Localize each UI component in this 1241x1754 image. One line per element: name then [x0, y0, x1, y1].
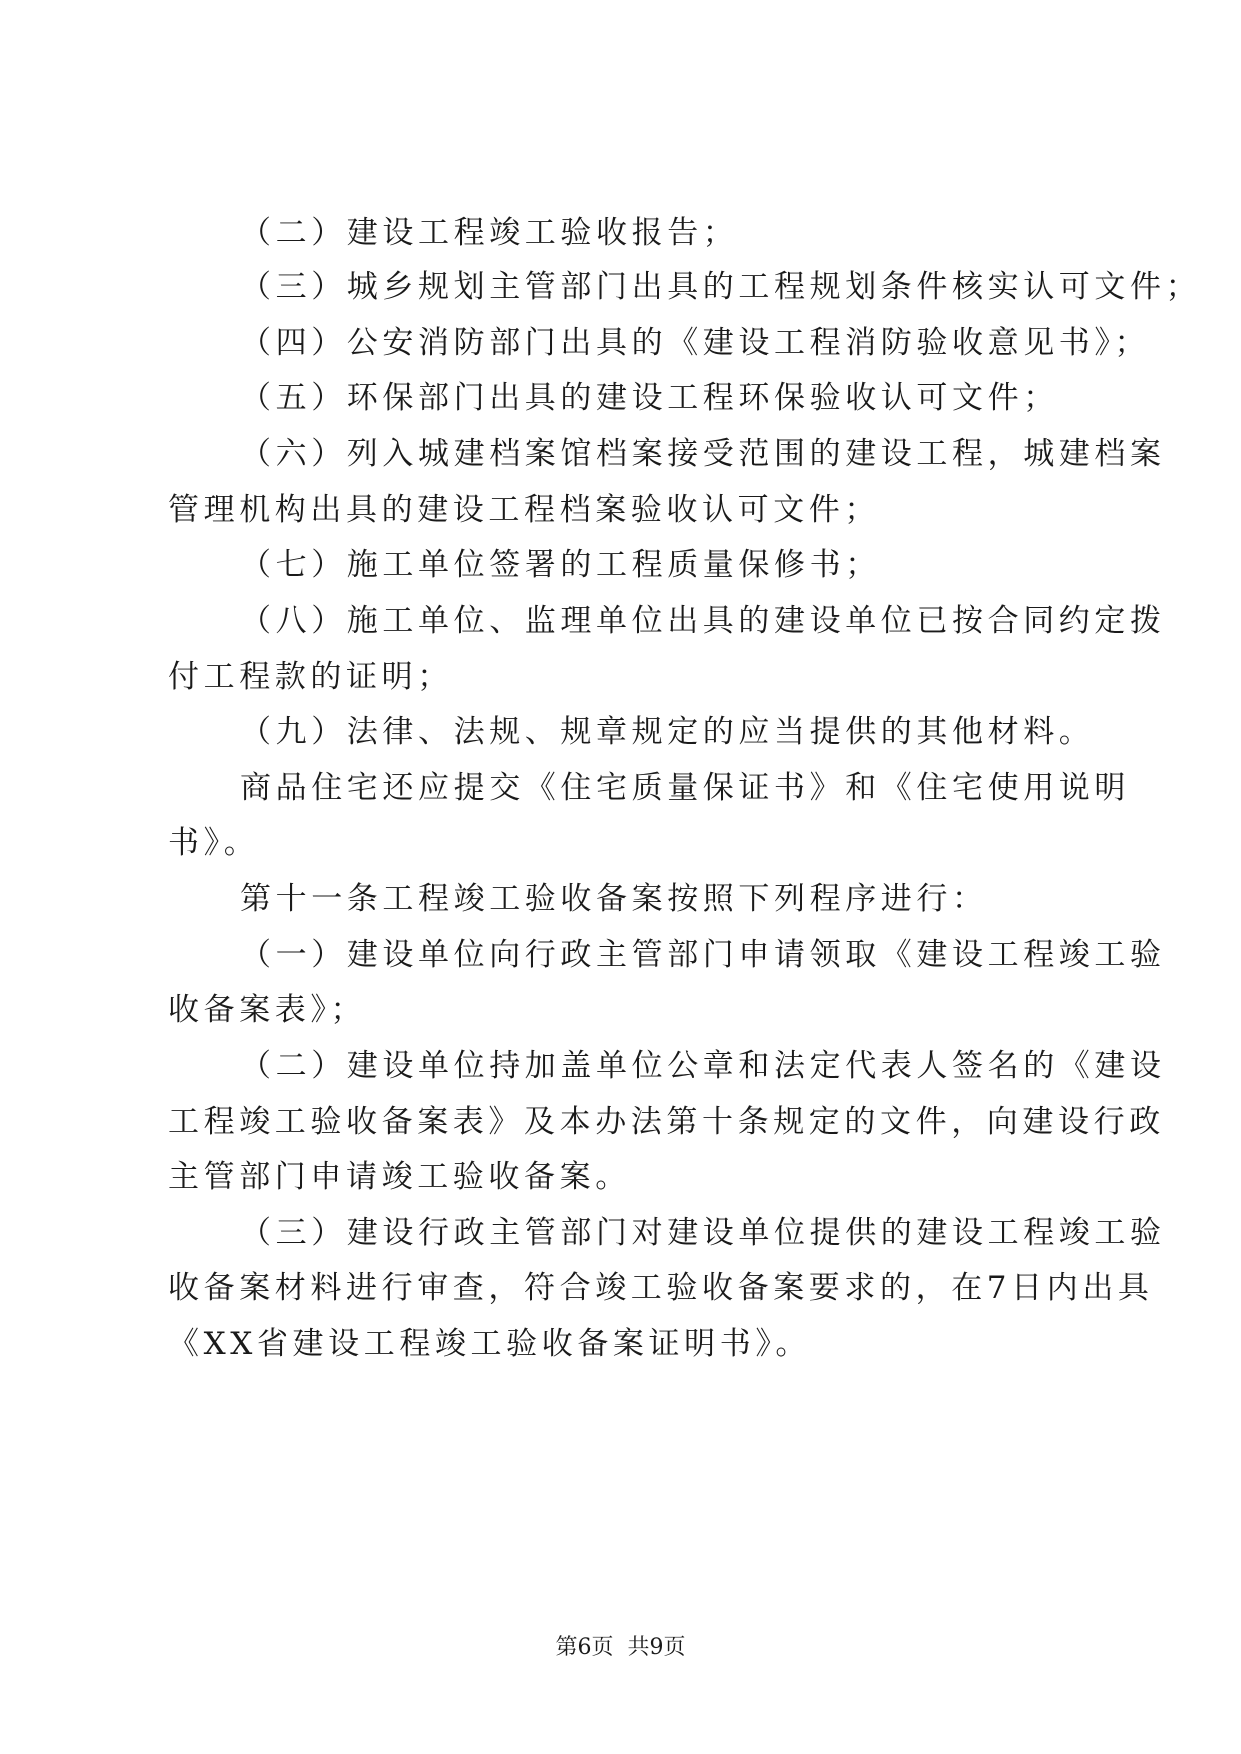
text-line: （一）建设单位向行政主管部门申请领取《建设工程竣工验: [240, 937, 1166, 973]
text-line: 《XX省建设工程竣工验收备案证明书》。: [168, 1326, 812, 1362]
text-line: （九）法律、法规、规章规定的应当提供的其他材料。: [240, 714, 1095, 750]
page-number-label: 第6页 共9页: [555, 1635, 686, 1660]
text-line: （六）列入城建档案馆档案接受范围的建设工程，城建档案: [240, 436, 1166, 472]
text-line: 商品住宅还应提交《住宅质量保证书》和《住宅使用说明: [240, 770, 1130, 806]
page-footer: [0, 1633, 1241, 1663]
text-line: （五）环保部门出具的建设工程环保验收认可文件；: [240, 380, 1059, 416]
text-line: 收备案材料进行审查，符合竣工验收备案要求的，在7日内出具: [168, 1270, 1154, 1306]
text-line: （二）建设工程竣工验收报告；: [240, 215, 739, 251]
text-line: 书》。: [168, 825, 260, 861]
text-line: 第十一条工程竣工验收备案按照下列程序进行：: [240, 881, 988, 917]
text-line: （八）施工单位、监理单位出具的建设单位已按合同约定拨: [240, 603, 1166, 639]
text-line: （二）建设单位持加盖单位公章和法定代表人签名的《建设: [240, 1048, 1166, 1084]
text-line: （七）施工单位签署的工程质量保修书；: [240, 547, 881, 583]
text-line: 工程竣工验收备案表》及本办法第十条规定的文件，向建设行政: [168, 1104, 1165, 1140]
text-line: 收备案表》；: [168, 992, 367, 1028]
text-line: （四）公安消防部门出具的《建设工程消防验收意见书》；: [240, 325, 1151, 361]
text-line: 主管部门申请竣工验收备案。: [168, 1159, 631, 1195]
text-line: 付工程款的证明；: [168, 659, 453, 695]
text-line: （三）建设行政主管部门对建设单位提供的建设工程竣工验: [240, 1215, 1166, 1251]
text-line: （三）城乡规划主管部门出具的工程规划条件核实认可文件；: [240, 269, 1202, 305]
text-line: 管理机构出具的建设工程档案验收认可文件；: [168, 492, 880, 528]
